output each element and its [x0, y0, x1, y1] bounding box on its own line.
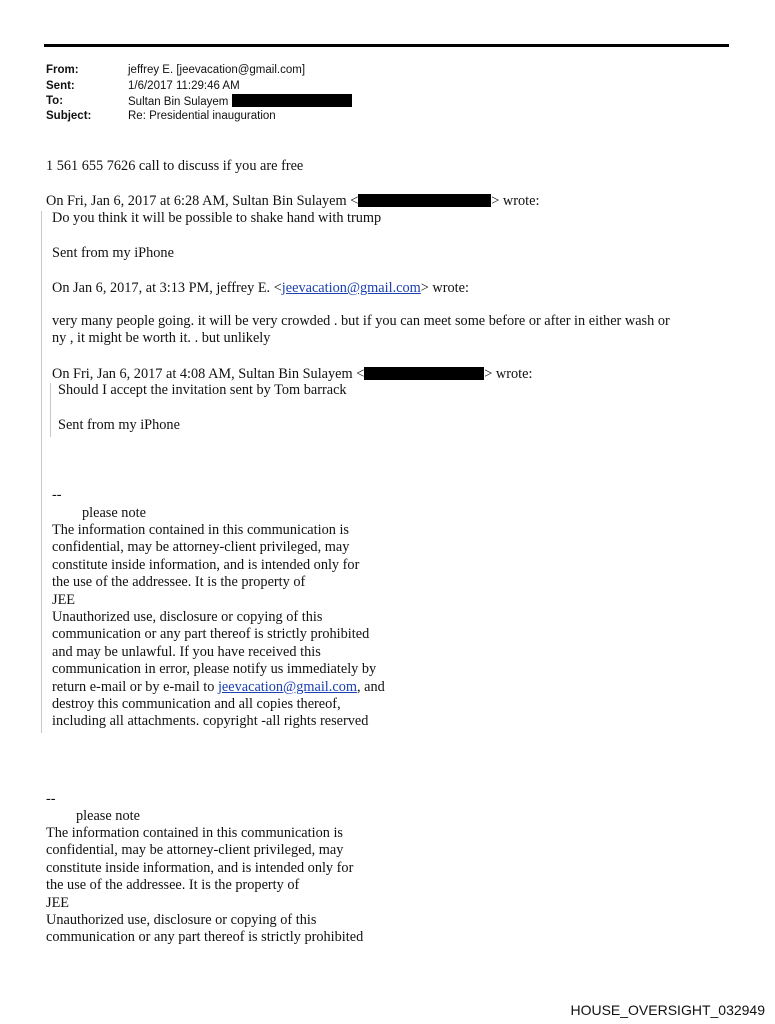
quote1-intro: On Fri, Jan 6, 2017 at 6:28 AM, Sultan Bin Sulayem < > wrote:: [46, 193, 540, 209]
disclaimer-line: confidential, may be attorney-client privileged, may: [52, 539, 350, 556]
disclaimer-line: Unauthorized use, disclosure or copying of this: [52, 609, 323, 626]
document-page: From: jeffrey E. [jeevacation@gmail.com] Sent: 1/6/2017 11:29:46 AM To: Sultan Bin Sulayem Subject: Re: Presidential inauguration 1 561 655 7626 call to discuss if you are free On Fri, Jan 6, 2017 at 6:28 AM, Sultan Bin Sulayem < > wrote: Do you think it will be possible to shake hand with trump Sent from my iPhone On Jan 6, 2017, at 3:13 PM, jeffrey E. <jeevacation@gmail.com> wrote: very many people going. it will be very crowded . but if you can meet some before or after in either wash or ny , it might be worth it. . but unlikely On Fri, Jan 6, 2017 at 4:08 AM, Sultan Bin Sulayem < > wrote: Should I accept the invitation sent by Tom barrack Sent from my iPhone -- please note The information contained in this communication is confidential, may be attorney-client privileged, may constitute inside information, and is intended only for the use of the addressee. It is the property of JEE Unauthorized use, disclosure or copying of this communication or any part thereof is strictly prohibited and may be unlawful. If you have received this communication in error, please notify us immediately by return e-mail or by e-mail to jeevacation@gmail.com, and destroy this communication and all copies thereof, including all attachments. copyright -all rights reserved -- please note The information contained in this communication is confidential, may be attorney-client privileged, may constitute inside information, and is intended only for the use of the addressee. It is the property of JEE Unauthorized use, disclosure or copying of this communication or any part thereof is strictly prohibited HOUSE_OVERSIGHT_032949: [0, 0, 775, 1024]
disclaimer-line: The information contained in this communication is: [46, 825, 343, 841]
disclaimer-line: communication or any part thereof is strictly prohibited: [46, 929, 364, 946]
quote-bar-inner: [50, 383, 51, 437]
disclaimer-line: and may be unlawful. If you have received this: [52, 643, 321, 660]
disclaimer-note: please note: [76, 808, 140, 824]
quote3-intro: On Fri, Jan 6, 2017 at 4:08 AM, Sultan Bin Sulayem < > wrote:: [52, 366, 533, 382]
bates-number: HOUSE_OVERSIGHT_032949: [570, 1002, 765, 1018]
disclaimer-line: confidential, may be attorney-client privileged, may: [46, 842, 344, 859]
disclaimer-note: please note: [82, 505, 146, 521]
email-link[interactable]: jeevacation@gmail.com: [281, 280, 421, 296]
signature-separator: --: [46, 791, 56, 807]
disclaimer-line: JEE: [46, 894, 70, 911]
disclaimer-line: the use of the addressee. It is the property of: [52, 574, 306, 591]
redaction: [232, 94, 352, 107]
redaction: [358, 194, 491, 207]
disclaimer-2: [46, 825, 363, 947]
header-rule: [44, 44, 729, 47]
redaction: [364, 367, 484, 380]
quote1-line: Do you think it will be possible to shake hand with trump: [52, 210, 382, 226]
disclaimer-line: JEE: [52, 591, 76, 608]
signature-separator: --: [52, 487, 62, 503]
quote3-line: Should I accept the invitation sent by Tom barrack: [58, 382, 347, 398]
quote2-line: ny , it might be worth it. . but unlikely: [52, 330, 271, 346]
quote3-signature: Sent from my iPhone: [58, 417, 180, 433]
reply-text: 1 561 655 7626 call to discuss if you are free: [46, 158, 304, 174]
quote2-intro: On Jan 6, 2017, at 3:13 PM, jeffrey E. <jeevacation@gmail.com> wrote:: [52, 280, 469, 296]
disclaimer-line: return e-mail or by e-mail to jeevacation@gmail.com, and: [52, 678, 385, 695]
disclaimer-line: the use of the addressee. It is the property of: [46, 877, 300, 894]
quote2-line: very many people going. it will be very crowded . but if you can meet some before or after in either wash or: [52, 313, 670, 329]
disclaimer-line: The information contained in this communication is: [52, 522, 349, 538]
disclaimer-line: communication in error, please notify us immediately by: [52, 661, 377, 678]
email-link[interactable]: jeevacation@gmail.com: [217, 678, 357, 695]
to-value: Sultan Bin Sulayem: [128, 96, 229, 108]
quote-bar: [41, 211, 42, 733]
disclaimer-line: including all attachments. copyright -all rights reserved: [52, 713, 369, 730]
disclaimer-1: [52, 522, 385, 731]
disclaimer-line: constitute inside information, and is intended only for: [46, 859, 354, 876]
quote1-signature: Sent from my iPhone: [52, 245, 174, 261]
disclaimer-line: constitute inside information, and is intended only for: [52, 556, 360, 573]
disclaimer-line: Unauthorized use, disclosure or copying of this: [46, 912, 317, 929]
disclaimer-line: communication or any part thereof is strictly prohibited: [52, 626, 370, 643]
disclaimer-line: destroy this communication and all copies thereof,: [52, 696, 341, 713]
